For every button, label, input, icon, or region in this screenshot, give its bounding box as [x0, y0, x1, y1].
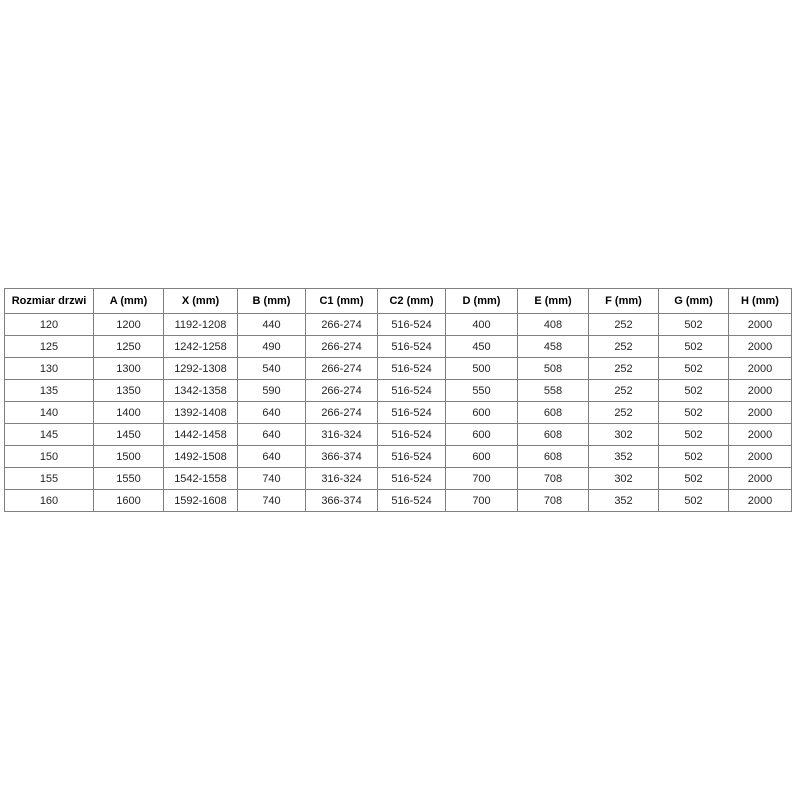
table-cell: 1442-1458 [164, 424, 238, 446]
table-cell: 450 [446, 336, 518, 358]
table-cell: 400 [446, 314, 518, 336]
column-header: X (mm) [164, 289, 238, 314]
table-cell: 1492-1508 [164, 446, 238, 468]
table-cell: 458 [518, 336, 589, 358]
column-header: D (mm) [446, 289, 518, 314]
table-cell: 516-524 [378, 358, 446, 380]
table-cell: 266-274 [306, 402, 378, 424]
table-cell: 600 [446, 446, 518, 468]
table-cell: 302 [589, 424, 659, 446]
table-cell: 600 [446, 424, 518, 446]
table-cell: 550 [446, 380, 518, 402]
table-cell: 1342-1358 [164, 380, 238, 402]
table-cell: 740 [238, 468, 306, 490]
table-cell: 266-274 [306, 336, 378, 358]
table-cell: 1550 [94, 468, 164, 490]
table-cell: 316-324 [306, 424, 378, 446]
table-cell: 252 [589, 314, 659, 336]
table-cell: 590 [238, 380, 306, 402]
table-cell: 700 [446, 468, 518, 490]
table-cell: 502 [659, 468, 729, 490]
table-cell: 708 [518, 468, 589, 490]
table-cell: 125 [5, 336, 94, 358]
table-cell: 1300 [94, 358, 164, 380]
table-row [5, 446, 792, 468]
table-cell: 140 [5, 402, 94, 424]
table-cell: 2000 [729, 358, 792, 380]
table-row [5, 490, 792, 512]
table-cell: 2000 [729, 314, 792, 336]
column-header: C2 (mm) [378, 289, 446, 314]
table-cell: 252 [589, 358, 659, 380]
table-cell: 608 [518, 402, 589, 424]
table-cell: 150 [5, 446, 94, 468]
table-row [5, 358, 792, 380]
table-cell: 600 [446, 402, 518, 424]
table-cell: 700 [446, 490, 518, 512]
table-cell: 266-274 [306, 314, 378, 336]
table-cell: 120 [5, 314, 94, 336]
column-header: G (mm) [659, 289, 729, 314]
table-cell: 252 [589, 402, 659, 424]
table-cell: 252 [589, 380, 659, 402]
column-header: H (mm) [729, 289, 792, 314]
table-cell: 1500 [94, 446, 164, 468]
table-cell: 145 [5, 424, 94, 446]
table-cell: 1242-1258 [164, 336, 238, 358]
table-cell: 155 [5, 468, 94, 490]
table-cell: 516-524 [378, 446, 446, 468]
table-cell: 516-524 [378, 402, 446, 424]
table-cell: 516-524 [378, 468, 446, 490]
table-cell: 1292-1308 [164, 358, 238, 380]
table-cell: 608 [518, 446, 589, 468]
table-cell: 640 [238, 424, 306, 446]
table-cell: 1450 [94, 424, 164, 446]
table-cell: 1192-1208 [164, 314, 238, 336]
table-cell: 502 [659, 490, 729, 512]
table-cell: 508 [518, 358, 589, 380]
column-header: F (mm) [589, 289, 659, 314]
table-cell: 160 [5, 490, 94, 512]
table-cell: 1392-1408 [164, 402, 238, 424]
column-header: A (mm) [94, 289, 164, 314]
table-cell: 1350 [94, 380, 164, 402]
table-row [5, 468, 792, 490]
table-cell: 1400 [94, 402, 164, 424]
table-cell: 608 [518, 424, 589, 446]
table-cell: 502 [659, 380, 729, 402]
table-cell: 408 [518, 314, 589, 336]
table-cell: 1250 [94, 336, 164, 358]
table-cell: 516-524 [378, 314, 446, 336]
column-header: C1 (mm) [306, 289, 378, 314]
table-cell: 640 [238, 446, 306, 468]
table-cell: 2000 [729, 380, 792, 402]
table-cell: 516-524 [378, 490, 446, 512]
table-cell: 502 [659, 358, 729, 380]
table-cell: 135 [5, 380, 94, 402]
table-cell: 1200 [94, 314, 164, 336]
column-header: Rozmiar drzwi [5, 289, 94, 314]
door-dimensions-table [4, 288, 792, 512]
table-cell: 502 [659, 336, 729, 358]
table-cell: 1542-1558 [164, 468, 238, 490]
table-row [5, 336, 792, 358]
table-cell: 502 [659, 424, 729, 446]
table-cell: 740 [238, 490, 306, 512]
table-cell: 516-524 [378, 336, 446, 358]
table-cell: 266-274 [306, 380, 378, 402]
table-cell: 2000 [729, 490, 792, 512]
table-cell: 440 [238, 314, 306, 336]
table-cell: 2000 [729, 336, 792, 358]
table-row [5, 380, 792, 402]
table-cell: 2000 [729, 424, 792, 446]
header-row [5, 289, 792, 314]
column-header: B (mm) [238, 289, 306, 314]
table-cell: 352 [589, 490, 659, 512]
table-cell: 2000 [729, 468, 792, 490]
table-cell: 502 [659, 314, 729, 336]
table-row [5, 424, 792, 446]
table-cell: 708 [518, 490, 589, 512]
column-header: E (mm) [518, 289, 589, 314]
table-row [5, 402, 792, 424]
table-cell: 1592-1608 [164, 490, 238, 512]
table-cell: 516-524 [378, 424, 446, 446]
table-cell: 366-374 [306, 446, 378, 468]
table-cell: 502 [659, 402, 729, 424]
table-body [5, 314, 792, 512]
table-cell: 540 [238, 358, 306, 380]
table-cell: 302 [589, 468, 659, 490]
table-cell: 352 [589, 446, 659, 468]
table-row [5, 314, 792, 336]
table-cell: 366-374 [306, 490, 378, 512]
table-cell: 558 [518, 380, 589, 402]
table-cell: 490 [238, 336, 306, 358]
table-cell: 252 [589, 336, 659, 358]
table-cell: 266-274 [306, 358, 378, 380]
table-cell: 2000 [729, 446, 792, 468]
table-cell: 1600 [94, 490, 164, 512]
table-cell: 640 [238, 402, 306, 424]
table-cell: 316-324 [306, 468, 378, 490]
table-cell: 2000 [729, 402, 792, 424]
table-cell: 130 [5, 358, 94, 380]
table-cell: 502 [659, 446, 729, 468]
table-cell: 516-524 [378, 380, 446, 402]
table-cell: 500 [446, 358, 518, 380]
